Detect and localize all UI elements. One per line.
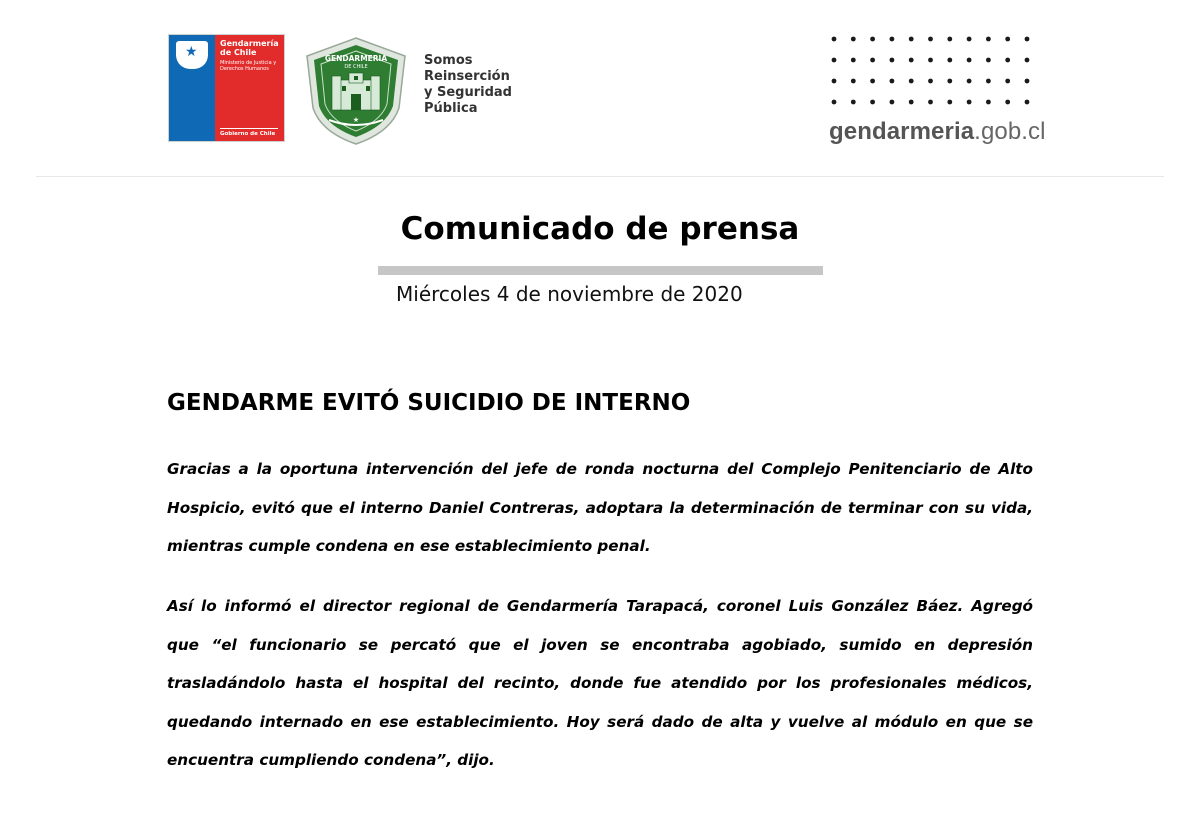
pattern-dot (928, 37, 933, 42)
dot-pattern-graphic (831, 36, 1031, 106)
pattern-dot (986, 100, 991, 105)
pattern-dot (909, 100, 914, 105)
header-divider (36, 176, 1164, 177)
star-icon: ★ (185, 44, 198, 60)
pattern-dot (832, 37, 837, 42)
pattern-dot (909, 37, 914, 42)
pattern-dot (890, 100, 895, 105)
pattern-dot (1005, 58, 1010, 63)
pattern-dot (928, 100, 933, 105)
pattern-dot (870, 79, 875, 84)
pattern-dot (947, 79, 952, 84)
gobierno-de-chile-logo (168, 34, 285, 142)
pattern-dot (986, 58, 991, 63)
pattern-dot (909, 79, 914, 84)
pattern-dot (1025, 79, 1030, 84)
pattern-dot (832, 58, 837, 63)
pattern-dot (1005, 100, 1010, 105)
slogan-line: y Seguridad (424, 85, 512, 100)
pattern-dot (928, 79, 933, 84)
pattern-dot (947, 58, 952, 63)
logo-institution: Gendarmería de Chile (220, 39, 279, 57)
page-title: Comunicado de prensa (400, 211, 800, 247)
pattern-dot (928, 58, 933, 63)
pattern-dot (967, 37, 972, 42)
slogan-line: Reinserción (424, 69, 510, 84)
pattern-dot (947, 100, 952, 105)
logo-red-panel (215, 35, 284, 141)
pattern-dot (1005, 79, 1010, 84)
pattern-dot (870, 100, 875, 105)
pattern-dot (832, 100, 837, 105)
press-date: Miércoles 4 de noviembre de 2020 (396, 282, 743, 306)
pattern-dot (890, 37, 895, 42)
svg-text:★: ★ (352, 116, 360, 124)
slogan-line: Somos (424, 53, 473, 68)
pattern-dot (967, 58, 972, 63)
pattern-dot (832, 79, 837, 84)
slogan (424, 53, 514, 117)
pattern-dot (947, 37, 952, 42)
article-headline: GENDARME EVITÓ SUICIDIO DE INTERNO (167, 390, 691, 416)
chile-coat-of-arms-icon (176, 41, 208, 69)
pattern-dot (851, 100, 856, 105)
svg-text:GENDARMERIA: GENDARMERIA (324, 54, 388, 63)
pattern-dot (1025, 100, 1030, 105)
pattern-dot (851, 37, 856, 42)
pattern-dot (870, 58, 875, 63)
pattern-dot (851, 58, 856, 63)
article-paragraph: Así lo informó el director regional de Gendarmería Tarapacá, coronel Luis González Báez. Agregó que “el funcionario se percató que el joven se encontraba agobiado, sumido en depresión trasladándolo hasta el hospital del recinto, donde fue atendido por los profesionales médicos, quedando internado en ese establecimiento. Hoy será dado de alta y vuelve al módulo en que se encuentra cumpliendo condena”, dijo. (167, 597, 1033, 769)
logo-ministry: Ministerio de Justicia y Derechos Humanos (220, 60, 277, 72)
pattern-dot (1025, 37, 1030, 42)
website-url[interactable] (829, 118, 1046, 146)
logo-blue-panel (169, 35, 215, 141)
pattern-dot (967, 100, 972, 105)
pattern-dot (1005, 37, 1010, 42)
website-domain-rest: .gob.cl (974, 118, 1046, 145)
pattern-dot (909, 58, 914, 63)
pattern-dot (967, 79, 972, 84)
gendarmeria-badge-logo (301, 36, 411, 146)
pattern-dot (1025, 58, 1030, 63)
slogan-line: Pública (424, 101, 478, 116)
website-domain-bold: gendarmeria (829, 118, 975, 145)
pattern-dot (851, 79, 856, 84)
pattern-dot (890, 58, 895, 63)
pattern-dot (890, 79, 895, 84)
logo-government: Gobierno de Chile (220, 128, 278, 137)
article-paragraph: Gracias a la oportuna intervención del jefe de ronda nocturna del Complejo Penitenciario de Alto Hospicio, evitó que el interno Daniel Contreras, adoptara la determinación de terminar con su vida, mientras cumple condena en ese establecimiento penal. (167, 460, 1033, 555)
pattern-dot (870, 37, 875, 42)
pattern-dot (986, 37, 991, 42)
svg-text:DE CHILE: DE CHILE (344, 64, 368, 70)
title-underline-bar (378, 266, 823, 275)
pattern-dot (986, 79, 991, 84)
